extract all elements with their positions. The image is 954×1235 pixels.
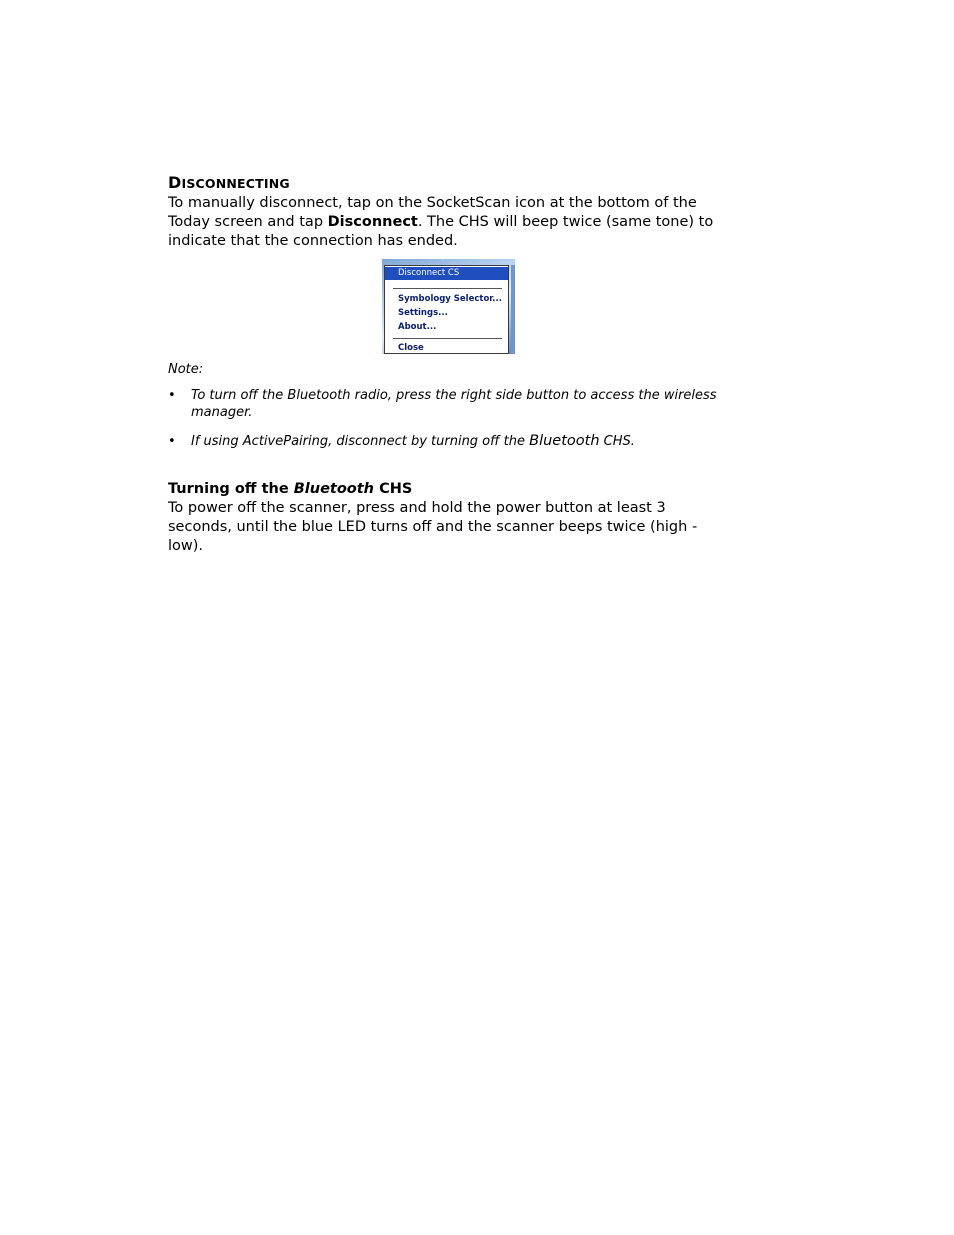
menu-screenshot [382,259,515,354]
menu-screenshot-figure [168,259,728,361]
menu-item-disconnect[interactable]: Disconnect CS [385,267,508,280]
menu-item-about[interactable]: About... [398,322,437,332]
turning-off-paragraph: To power off the scanner, press and hold the power button at least 3 seconds, until the blue LED turns off and the scanner beeps twice (high - low). [168,500,698,554]
note-bullet-1-text: To turn off the Bluetooth radio, press the right side button to access the wireless manager. [191,388,717,420]
menu-separator [393,338,502,339]
note-bullet-2 [168,433,728,450]
note-label: Note: [168,362,204,377]
wallpaper-strip [511,265,515,354]
menu-item-symbology-selector[interactable]: Symbology Selector... [398,294,502,304]
socketscan-popup-menu [384,265,509,354]
turning-off-title-bluetooth: Bluetooth [293,481,375,497]
note-bullet-1 [168,387,728,421]
bullet-icon: • [168,388,176,403]
note-bullet-2-text-after: CHS. [599,434,635,449]
intro-bold-disconnect: Disconnect [327,214,418,230]
bullet-icon: • [168,434,176,449]
turning-off-heading [168,480,728,499]
section-heading [168,172,728,194]
heading-rest: ISCONNECTING [181,176,290,191]
note-bullet-2-text-before: If using ActivePairing, disconnect by turning off the [191,434,530,449]
note-bullet-2-bluetooth: Bluetooth [529,433,600,449]
turning-off-title-after: CHS [374,481,413,497]
menu-item-settings[interactable]: Settings... [398,308,448,318]
menu-item-close[interactable]: Close [398,343,424,353]
note-bullets [168,387,728,450]
document-page [168,172,728,556]
turning-off-title-before: Turning off the [168,481,294,497]
intro-paragraph [168,194,728,251]
menu-separator [393,288,502,289]
heading-initial: D [168,173,182,192]
intro-text-before: To manually disconnect, tap on the SocketScan icon at the bottom of the Today screen and tap [168,195,697,230]
intro-text-after: . The CHS will beep twice (same tone) to indicate that the connection has ended. [168,214,714,249]
